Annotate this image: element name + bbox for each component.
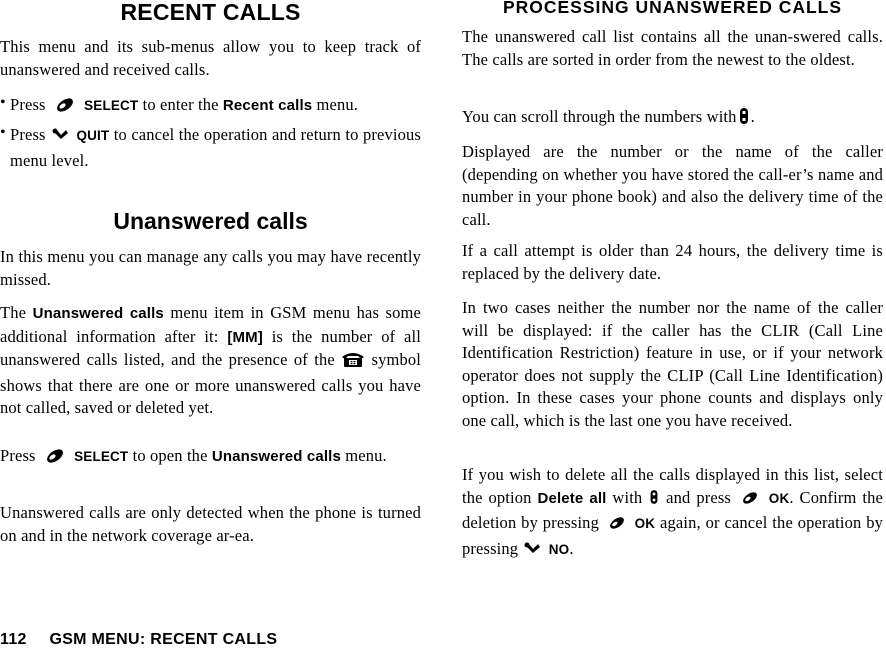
mm-label: [MM] xyxy=(227,328,263,346)
select-key-icon xyxy=(40,448,70,471)
scroll-key-icon xyxy=(648,488,660,513)
paragraph-text: If you wish to delete all the calls displayed in this list, select the option xyxy=(462,465,883,507)
quit-key-icon xyxy=(522,541,544,564)
right-paragraph-3 xyxy=(462,141,883,231)
paragraph-text: is the number of all unanswered calls listed, and the presence of the xyxy=(0,326,421,369)
paragraph-text: to open the xyxy=(132,446,208,465)
bullet-select xyxy=(0,94,421,120)
menu-name: Recent calls xyxy=(222,97,313,114)
bullet-text: to enter the xyxy=(142,95,219,114)
menu-name: Unanswered calls xyxy=(32,305,164,322)
menu-name: Unanswered calls xyxy=(211,448,341,465)
paragraph-text: menu. xyxy=(345,446,387,465)
select-key-label: SELECT xyxy=(84,98,139,113)
paragraph-2 xyxy=(0,302,421,420)
intro-text: This menu and its sub-menus allow you to keep track of unanswered and received calls. xyxy=(0,37,421,79)
paragraph-text: again, or cancel the operation by pressing xyxy=(462,513,884,558)
paragraph-text: Press xyxy=(0,446,36,465)
paragraph-text: . Confirm the deletion by pressing xyxy=(462,487,884,532)
paragraph-text: In this menu you can manage any calls you may have recently missed. xyxy=(0,247,421,289)
paragraph-text: and press xyxy=(666,487,731,507)
option-name: Delete all xyxy=(537,489,607,507)
paragraph-4 xyxy=(0,502,421,547)
select-key-label: SELECT xyxy=(74,449,129,464)
bullet-quit xyxy=(0,124,421,172)
paragraph-text: Unanswered calls are only detected when the phone is turned on and in the network coverage ar-ea. xyxy=(0,503,421,545)
intro-paragraph xyxy=(0,36,421,81)
bullet-text: Press xyxy=(10,125,46,144)
paragraph-text: symbol shows that there are one or more unanswered calls you have not called, saved or deleted yet. xyxy=(0,350,422,417)
ok-key-label: OK xyxy=(768,490,790,506)
paragraph-text: menu item in GSM menu has some additional information after it: xyxy=(0,303,421,346)
paragraph-text: Displayed are the number or the name of the caller (depending on whether you have stored the call-er’s name and number in your phone book) and also the delivery time of the call. xyxy=(462,142,883,229)
scroll-key-icon xyxy=(737,107,751,132)
quit-key-icon xyxy=(50,127,72,150)
select-key-icon xyxy=(50,97,80,120)
paragraph-text: . xyxy=(569,538,574,558)
bullet-text: Press xyxy=(10,95,46,114)
right-paragraph-1 xyxy=(462,26,883,71)
ok-key-label: OK xyxy=(634,516,656,531)
paragraph-3 xyxy=(0,445,421,471)
paragraph-text: The unanswered call list contains all the unan-swered calls. The calls are sorted in order from the newest to the oldest. xyxy=(462,27,883,69)
page-footer xyxy=(0,631,277,649)
right-paragraph-2 xyxy=(462,106,883,132)
paragraph-text: The xyxy=(0,303,27,322)
phone-symbol-icon xyxy=(341,350,365,375)
right-paragraph-6 xyxy=(462,464,883,563)
paragraph-text: In two cases neither the number nor the name of the caller will be displayed: if the caller has the CLIR (Call Line Identification Restriction) feature in use, or if your network operator does not supply the CLIP (Call Line Identification) option. In these cases your phone counts and displays only one call, which is the last one you have received. xyxy=(462,298,883,430)
footer-section: GSM MENU: RECENT CALLS xyxy=(49,631,278,648)
section-heading: Unanswered calls xyxy=(113,208,308,234)
select-key-icon xyxy=(737,490,763,513)
section-title: PROCESSING UNANSWERED CALLS xyxy=(502,0,843,17)
right-paragraph-5 xyxy=(462,297,883,432)
paragraph-1 xyxy=(0,246,421,291)
bullet-text: to cancel the operation and return to previous menu level. xyxy=(10,125,421,170)
bullet-dot: • xyxy=(0,94,6,111)
bullet-dot: • xyxy=(0,124,6,141)
page-number: 112 xyxy=(0,631,27,648)
paragraph-text: You can scroll through the numbers with xyxy=(462,107,737,126)
paragraph-text: If a call attempt is older than 24 hours, the delivery time is replaced by the delivery date. xyxy=(462,241,883,283)
no-key-label: NO xyxy=(548,541,570,557)
paragraph-text: . xyxy=(750,107,755,126)
right-paragraph-4 xyxy=(462,240,883,285)
quit-key-label: QUIT xyxy=(76,128,110,143)
select-key-icon xyxy=(604,515,630,538)
paragraph-text: with xyxy=(612,487,643,507)
page-title: RECENT CALLS xyxy=(120,0,301,25)
bullet-text: menu. xyxy=(316,95,359,114)
